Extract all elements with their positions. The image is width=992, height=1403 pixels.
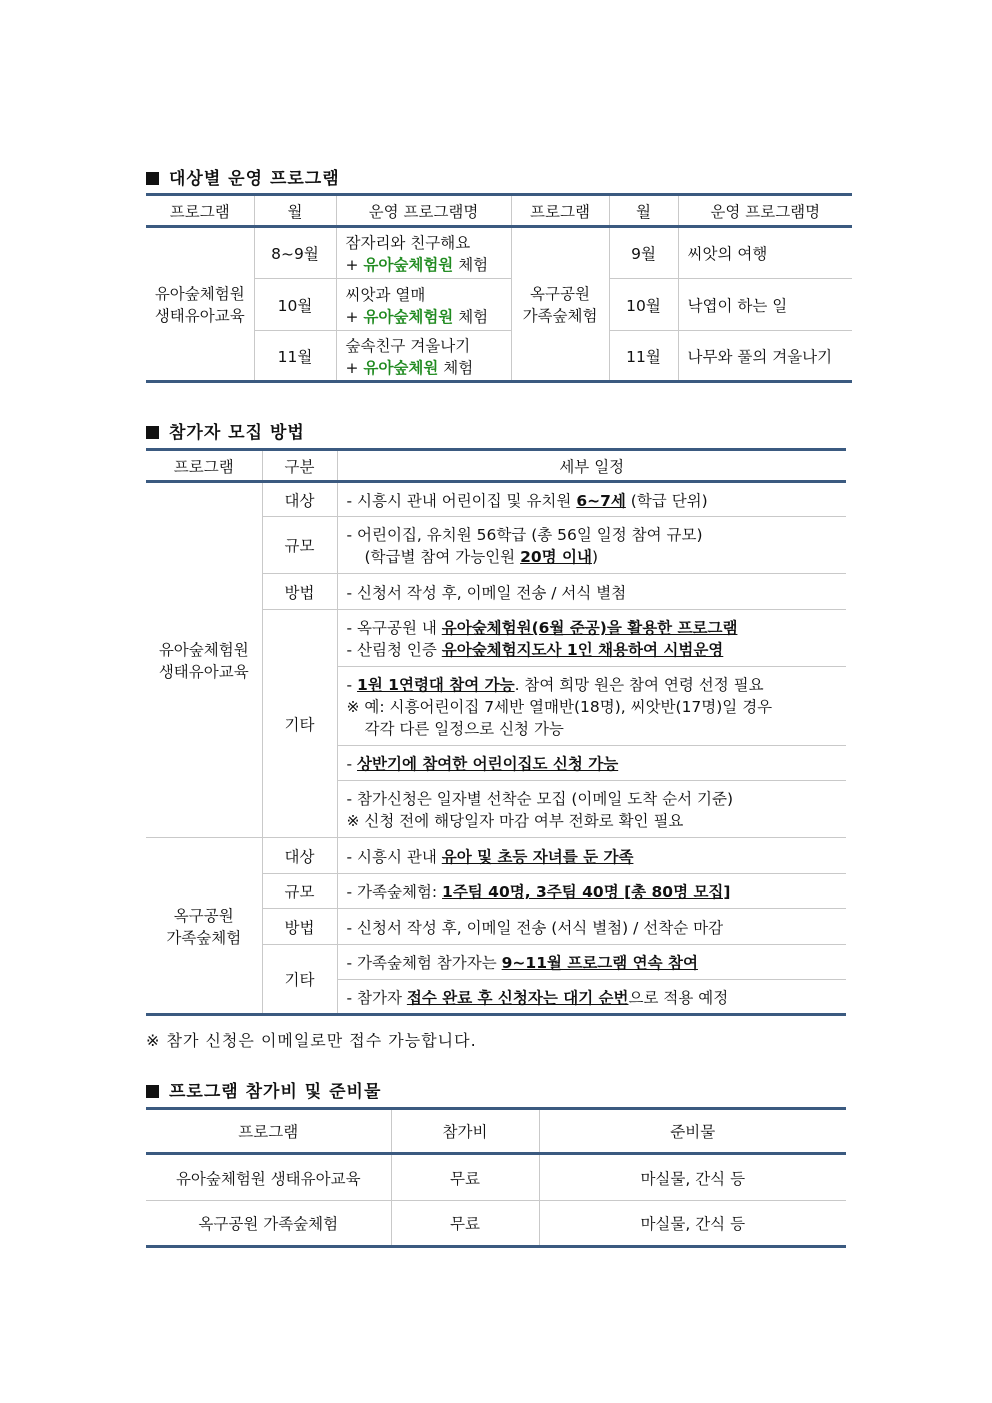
program-name-cell: 씨앗과 열매 + 유아숲체험원 체험 [336, 279, 511, 331]
category-cell: 규모 [262, 517, 337, 574]
month-cell: 11월 [609, 331, 678, 382]
section3-title: 프로그램 참가비 및 준비물 [146, 1077, 381, 1102]
program-name-cell: 씨앗의 여행 [678, 227, 852, 279]
category-cell: 대상 [262, 838, 337, 874]
detail-cell: - 1원 1연령대 참여 가능. 참여 희망 원은 참여 연령 선정 필요 ※ 예: 시흥어린이집 7세반 열매반(18명), 씨앗반(17명)일 경우 각각 다른 일정으로 신청 가능 [337, 667, 846, 746]
fee-cell: 무료 [391, 1201, 539, 1247]
detail-cell: - 참가신청은 일자별 선착순 모집 (이메일 도착 순서 기준) ※ 신청 전에 해당일자 마감 여부 전화로 확인 필요 [337, 781, 846, 838]
program-cell: 옥구공원 가족숲체험 [511, 227, 609, 382]
header-program-name: 운영 프로그램명 [336, 195, 511, 227]
table-row [146, 1154, 846, 1201]
detail-cell: - 가족숲체험: 1주팀 40명, 3주팀 40명 [총 80명 모집] [337, 874, 846, 909]
fee-cell: 무료 [391, 1154, 539, 1201]
detail-cell: - 신청서 작성 후, 이메일 전송 / 서식 별첨 [337, 574, 846, 610]
category-cell: 규모 [262, 874, 337, 909]
header-month: 월 [609, 195, 678, 227]
table-row [146, 838, 846, 874]
program-name-cell: 숲속친구 겨울나기 + 유아숲체원 체험 [336, 331, 511, 382]
square-bullet-icon [146, 172, 159, 185]
fee-table [146, 1107, 846, 1248]
square-bullet-icon [146, 426, 159, 439]
program-name-cell: 잠자리와 친구해요 + 유아숲체험원 체험 [336, 227, 511, 279]
section2-title: 참가자 모집 방법 [146, 418, 305, 443]
section1-title: 대상별 운영 프로그램 [146, 164, 340, 189]
header-category: 구분 [262, 450, 337, 482]
detail-cell: - 시흥시 관내 어린이집 및 유치원 6~7세 (학급 단위) [337, 482, 846, 517]
category-cell: 방법 [262, 574, 337, 610]
month-cell: 11월 [254, 331, 336, 382]
table-header-row [146, 1109, 846, 1154]
table-header-row [146, 450, 846, 482]
detail-cell: - 시흥시 관내 유아 및 초등 자녀를 둔 가족 [337, 838, 846, 874]
detail-cell: - 신청서 작성 후, 이메일 전송 (서식 별첨) / 선착순 마감 [337, 909, 846, 945]
table-row [146, 482, 846, 517]
program-cell: 옥구공원 가족숲체험 [146, 1201, 391, 1247]
header-program: 프로그램 [146, 1109, 391, 1154]
program-name-cell: 나무와 풀의 겨울나기 [678, 331, 852, 382]
email-only-note: ※ 참가 신청은 이메일로만 접수 가능합니다. [146, 1031, 477, 1050]
category-cell: 기타 [262, 945, 337, 1015]
month-cell: 10월 [254, 279, 336, 331]
program-cell: 유아숲체험원 생태유아교육 [146, 1154, 391, 1201]
square-bullet-icon [146, 1085, 159, 1098]
header-program: 프로그램 [146, 195, 254, 227]
recruitment-table [146, 448, 846, 1016]
detail-cell: - 어린이집, 유치원 56학급 (총 56일 일정 참여 규모) (학급별 참여 가능인원 20명 이내) [337, 517, 846, 574]
detail-cell: - 가족숲체험 참가자는 9~11월 프로그램 연속 참여 [337, 945, 846, 980]
header-details: 세부 일정 [337, 450, 846, 482]
category-cell: 대상 [262, 482, 337, 517]
month-cell: 8~9월 [254, 227, 336, 279]
header-program: 프로그램 [146, 450, 262, 482]
table-row [146, 227, 852, 279]
header-fee: 참가비 [391, 1109, 539, 1154]
header-items: 준비물 [539, 1109, 846, 1154]
header-program-name: 운영 프로그램명 [678, 195, 852, 227]
month-cell: 10월 [609, 279, 678, 331]
program-cell: 유아숲체험원 생태유아교육 [146, 482, 262, 838]
detail-cell: - 옥구공원 내 유아숲체험원(6월 준공)을 활용한 프로그램 - 산림청 인증 유아숲체험지도사 1인 채용하여 시범운영 [337, 610, 846, 667]
header-program: 프로그램 [511, 195, 609, 227]
category-cell: 기타 [262, 610, 337, 838]
table-row [146, 1201, 846, 1247]
category-cell: 방법 [262, 909, 337, 945]
program-cell: 옥구공원 가족숲체험 [146, 838, 262, 1015]
items-cell: 마실물, 간식 등 [539, 1154, 846, 1201]
items-cell: 마실물, 간식 등 [539, 1201, 846, 1247]
table-header-row [146, 195, 852, 227]
program-name-cell: 낙엽이 하는 일 [678, 279, 852, 331]
program-cell: 유아숲체험원 생태유아교육 [146, 227, 254, 382]
month-cell: 9월 [609, 227, 678, 279]
detail-cell: - 상반기에 참여한 어린이집도 신청 가능 [337, 746, 846, 781]
program-schedule-table [146, 193, 852, 383]
detail-cell: - 참가자 접수 완료 후 신청자는 대기 순번으로 적용 예정 [337, 980, 846, 1015]
header-month: 월 [254, 195, 336, 227]
